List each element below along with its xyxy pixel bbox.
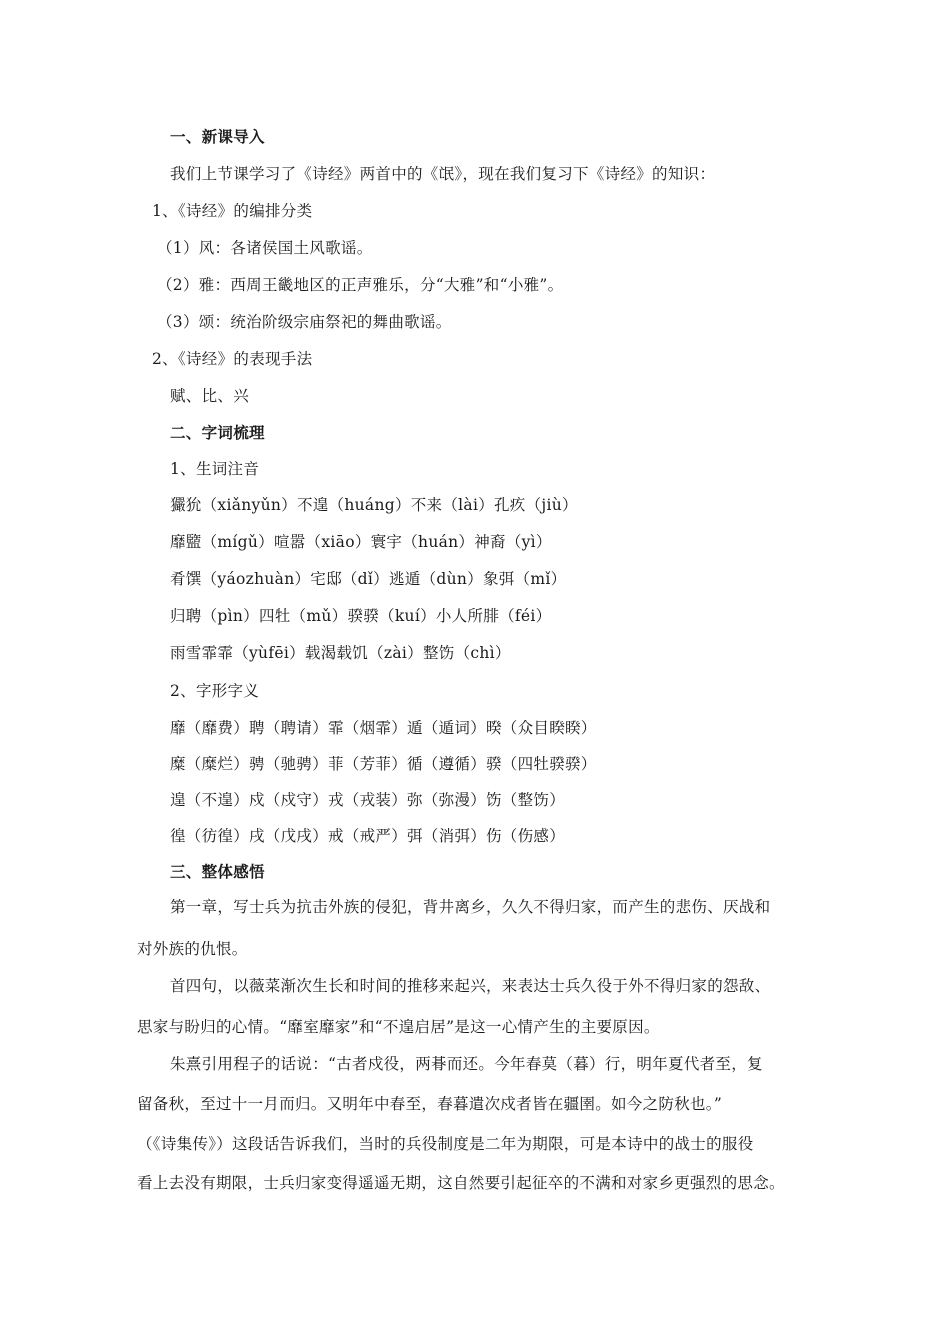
form-line: 徨（彷徨）戌（戊戌）戒（戒严）弭（消弭）伤（伤感） — [170, 827, 566, 845]
subsection-form-title: 2、字形字义 — [170, 682, 260, 700]
list-item-techniques: 2、《诗经》的表现手法 — [152, 350, 313, 368]
subsection-pinyin-title: 1、生词注音 — [170, 460, 260, 478]
pinyin-line: 雨雪霏霏（yùfēi）载渴载饥（zài）整饬（chì） — [170, 644, 511, 662]
sub-item-song: （3）颂：统治阶级宗庙祭祀的舞曲歌谣。 — [157, 313, 452, 331]
section-heading-new-lesson: 一、新课导入 — [170, 128, 265, 146]
sub-item-ya: （2）雅：西周王畿地区的正声雅乐，分“大雅”和“小雅”。 — [157, 276, 564, 294]
sub-item-feng: （1）风：各诸侯国土风歌谣。 — [157, 239, 373, 257]
pinyin-line: 玁狁（xiǎnyǔn）不遑（huáng）不来（lài）孔疚（jiù） — [170, 496, 578, 514]
form-line: 糜（糜烂）骋（驰骋）菲（芳菲）循（遵循）骙（四牡骙骙） — [170, 755, 597, 773]
paragraph-line: 看上去没有期限，士兵归家变得遥遥无期，这自然要引起征卒的不满和对家乡更强烈的思念。 — [137, 1174, 785, 1192]
techniques-text: 赋、比、兴 — [170, 387, 250, 405]
paragraph-line: 首四句，以薇菜渐次生长和时间的推移来起兴，来表达士兵久役于外不得归家的怨敌、 — [170, 977, 771, 995]
section-heading-vocabulary: 二、字词梳理 — [170, 424, 265, 442]
paragraph-line: 对外族的仇恨。 — [137, 940, 248, 958]
form-line: 靡（靡费）聘（聘请）霏（烟霏）遁（遁词）暌（众目睽睽） — [170, 719, 597, 737]
paragraph-line: 留备秋，至过十一月而归。又明年中春至，春暮遣次戍者皆在疆圉。如今之防秋也。” — [137, 1095, 723, 1113]
form-line: 遑（不遑）戍（戍守）戎（戎装）弥（弥漫）饬（整饬） — [170, 791, 566, 809]
pinyin-line: 归聘（pìn）四牡（mǔ）骙骙（kuí）小人所腓（féi） — [170, 607, 552, 625]
paragraph-line: 第一章，写士兵为抗击外族的侵犯，背井离乡，久久不得归家，而产生的悲伤、厌战和 — [170, 898, 771, 916]
pinyin-line: 靡盬（mígǔ）喧嚣（xiāo）寰宇（huán）神裔（yì） — [170, 533, 552, 551]
paragraph-line: 思家与盼归的心情。“靡室靡家”和“不遑启居”是这一心情产生的主要原因。 — [137, 1018, 660, 1036]
section-heading-overall: 三、整体感悟 — [170, 863, 265, 881]
pinyin-line: 肴馔（yáozhuàn）宅邸（dǐ）逃遁（dùn）象弭（mǐ） — [170, 570, 567, 588]
list-item-classification: 1、《诗经》的编排分类 — [152, 202, 313, 220]
intro-paragraph: 我们上节课学习了《诗经》两首中的《氓》，现在我们复习下《诗经》的知识： — [170, 165, 716, 183]
paragraph-line: 朱熹引用程子的话说：“古者戍役，两朞而还。今年春莫（暮）行，明年夏代者至，复 — [170, 1055, 763, 1073]
paragraph-line: （《诗集传》）这段话告诉我们，当时的兵役制度是二年为期限，可是本诗中的战士的服役 — [137, 1135, 754, 1153]
